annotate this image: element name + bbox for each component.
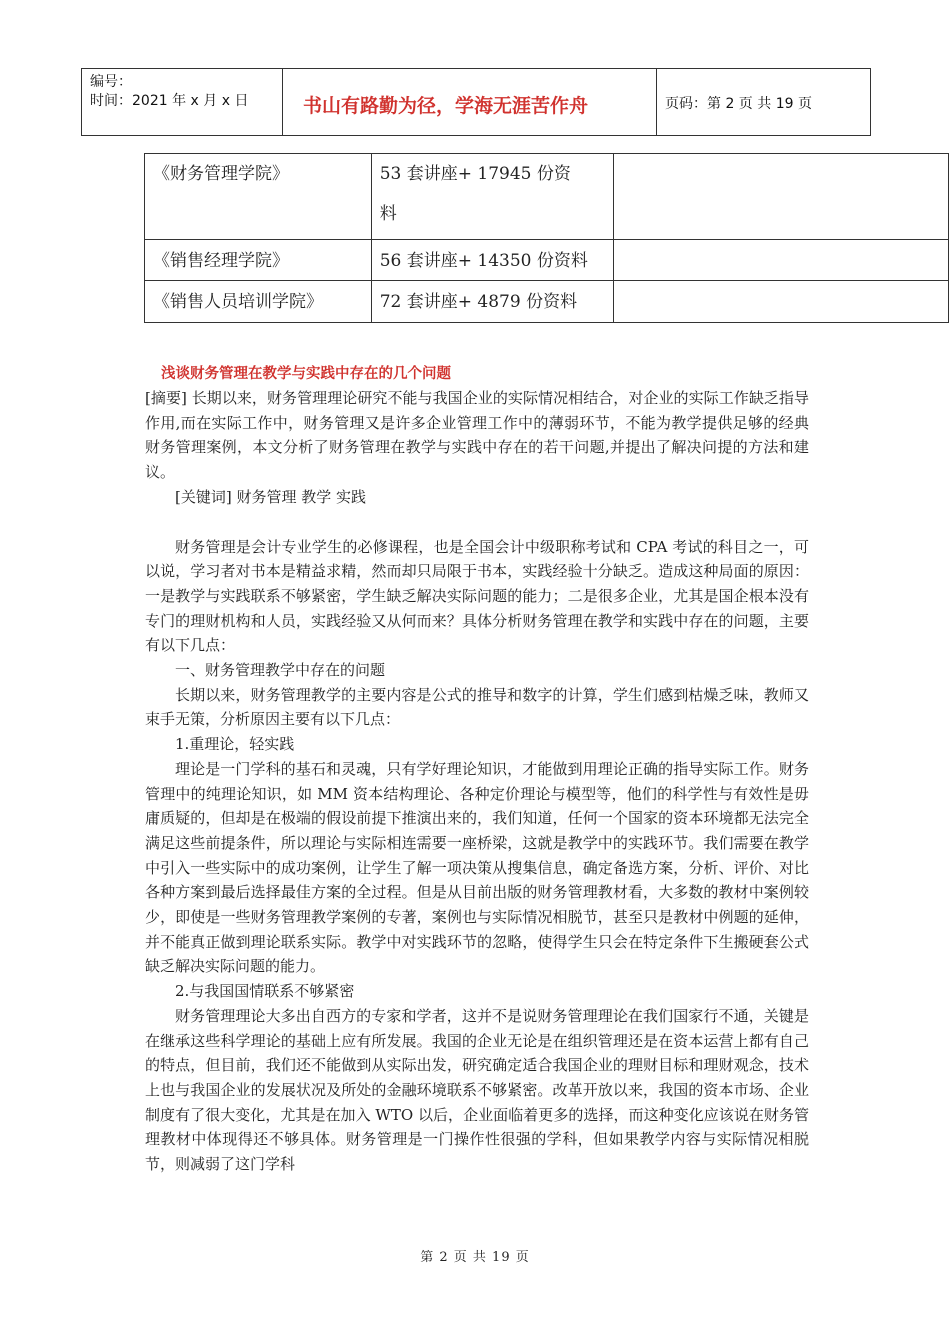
article-title: 浅谈财务管理在教学与实践中存在的几个问题 [161,366,451,382]
article-body [145,362,809,1177]
intro-paragraph: 财务管理是会计专业学生的必修课程，也是全国会计中级职称考试和 CPA 考试的科目之一，可以说，学习者对书本是精益求精，然而却只局限于书本，实践经验十分缺乏。造成这种局面的原因：一是教学与实践联系不够紧密，学生缺乏解决实际问题的能力；二是很多企业，尤其是国企根本没有专门的理财机构和人员，实践经验又从何而来？具体分析财务管理在教学和实践中存在的问题，主要有以下几点： [145,537,809,655]
course-detail: 72 套讲座+ 4879 份资料 [371,281,614,323]
course-extra [614,154,949,240]
spacer [145,510,809,535]
table-row [145,154,949,240]
page-footer: 第 2 页 共 19 页 [420,1250,530,1265]
course-detail: 56 套讲座+ 14350 份资料 [371,240,614,281]
course-detail-line: 料 [379,204,397,224]
header-motto: 书山有路勤为径，学海无涯苦作舟 [283,69,657,135]
table-row [145,240,949,281]
point-paragraph: 财务管理理论大多出自西方的专家和学者，这并不是说财务管理理论在我们国家行不通，关键是在继承这些科学理论的基础上应有所发展。我国的企业无论是在组织管理还是在资本运营上都有自己的特点，但目前，我们还不能做到从实际出发，研究确定适合我国企业的理财目标和理财观念，技术上也与我国企业的发展状况及所处的金融环境联系不够紧密。改革开放以来，我国的资本市场、企业制度有了很大变化，尤其是在加入 WTO 以后，企业面临着更多的选择，而这种变化应该说在财务管理教材中体现得还不够具体。财务管理是一门操作性很强的学科，但如果教学内容与实际情况相脱节，则减弱了这门学科 [145,1006,809,1174]
number-label: 编号： [90,74,132,90]
course-detail-line: 53 套讲座+ 17945 份资 [379,164,571,184]
page-header [81,68,871,136]
header-meta [82,69,283,135]
course-name: 《销售人员培训学院》 [145,281,372,323]
table-row [145,281,949,323]
course-extra [614,281,949,323]
header-page-info: 页码：第 2 页 共 19 页 [665,96,812,112]
course-extra [614,240,949,281]
section-intro: 长期以来，财务管理教学的主要内容是公式的推导和数字的计算，学生们感到枯燥乏味，教师又束手无策，分析原因主要有以下几点： [145,685,809,729]
point-heading: 2.与我国国情联系不够紧密 [175,982,355,1001]
course-name: 《财务管理学院》 [145,154,372,240]
section-heading: 一、财务管理教学中存在的问题 [175,661,386,680]
course-name: 《销售经理学院》 [145,240,372,281]
course-table [144,153,949,323]
keywords: [关键词] 财务管理 教学 实践 [175,487,367,506]
course-detail [371,154,614,240]
point-paragraph: 理论是一门学科的基石和灵魂，只有学好理论知识，才能做到用理论正确的指导实际工作。财务管理中的纯理论知识，如 MM 资本结构理论、各种定价理论与模型等，他们的科学性与有效性是毋庸质疑的，但却是在极端的假设前提下推演出来的，我们知道，任何一个国家的资本环境都无法完全满足这些前提条件，所以理论与实际相连需要一座桥梁，这就是教学中的实践环节。我们需要在教学中引入一些实际中的成功案例，让学生了解一项决策从搜集信息，确定备选方案，分析、评价、对比各种方案到最后选择最佳方案的全过程。但是从目前出版的财务管理教材看，大多数的教材中案例较少，即使是一些财务管理教学案例的专著，案例也与实际情况相脱节，甚至只是教材中例题的延伸，并不能真正做到理论联系实际。教学中对实践环节的忽略，使得学生只会在特定条件下生搬硬套公式缺乏解决实际问题的能力。 [145,759,809,976]
point-heading: 1.重理论，轻实践 [175,735,295,754]
time-label: 时间：2021 年 x 月 x 日 [90,93,249,109]
abstract: [摘要] 长期以来，财务管理理论研究不能与我国企业的实际情况相结合，对企业的实际工作缺乏指导作用,而在实际工作中，财务管理又是许多企业管理工作中的薄弱环节，不能为教学提供足够的经典财务管理案例，本文分析了财务管理在教学与实践中存在的若干问题,并提出了解决问提的方法和建议。 [145,389,809,482]
